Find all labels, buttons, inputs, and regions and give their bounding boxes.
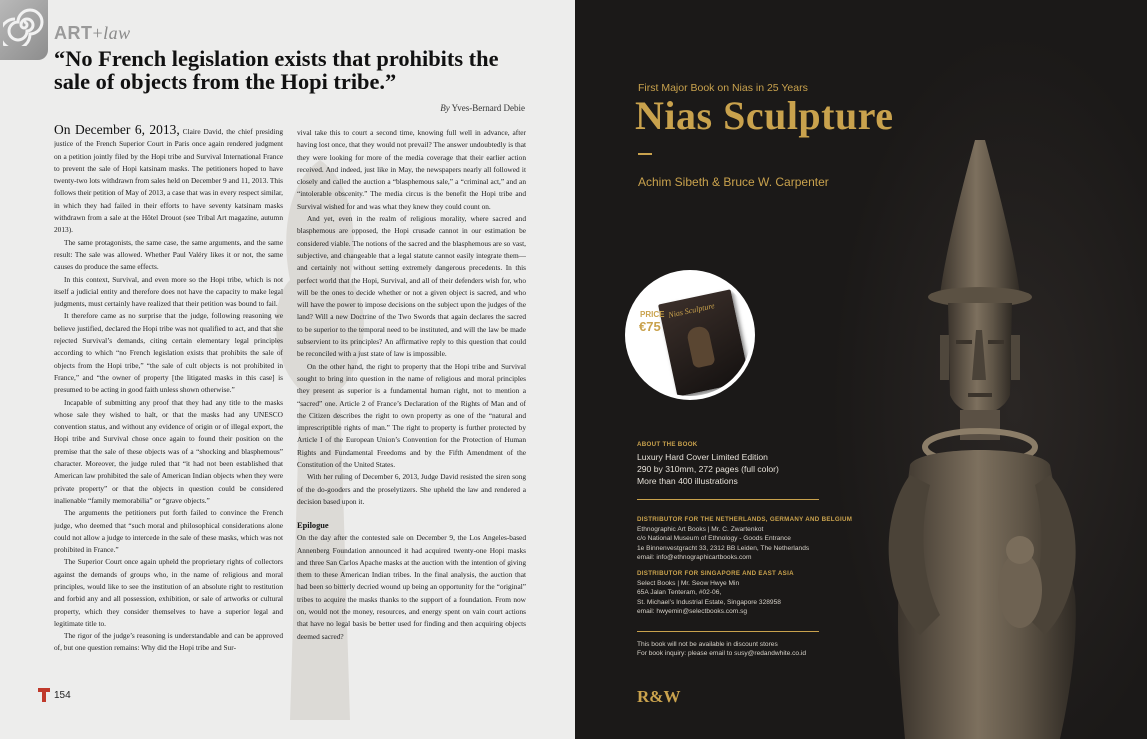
- article-paragraph: The rigor of the judge’s reasoning is understandable and can be approved of, but one question remains: Why did the Hopi tribe and Sur-: [54, 631, 283, 653]
- price-label: PRICE: [640, 310, 665, 319]
- article-paragraph: The arguments the petitioners put forth failed to convince the French judge, who deemed that “such moral and philosophical considerations alone could not allow a judge to intercede in the sale of these masks, which was not prohibited in France.”: [54, 508, 283, 555]
- distributor-singapore: [637, 570, 794, 617]
- ad-note: This book will not be available in discount stores: [637, 641, 778, 648]
- article-headline: “No French legislation exists that prohibits the sale of objects from the Hopi tribe.”: [54, 46, 499, 94]
- section-divider: [637, 631, 819, 632]
- article-paragraph: It therefore came as no surprise that the judge, following reasoning we believe justified, declared the Hopi tribe was not qualified to act, and that she rejected Survival’s demands, citing certain elementary legal principles according to which “no French legislation exists that prohibits the sale of objects from the Hopi tribe,” “the sale of cult objects is not prohibited in France,” and “the owner of property [the litigated masks in this case] is presumed to be acting in good faith unless shown otherwise.”: [54, 311, 283, 395]
- byline-author: Yves-Bernard Debie: [451, 103, 525, 113]
- book-advertisement: [575, 0, 1147, 739]
- about-book: [637, 441, 779, 488]
- epilogue-heading: Epilogue: [297, 521, 329, 531]
- page-number: 154: [54, 689, 71, 701]
- about-line: Luxury Hard Cover Limited Edition: [637, 452, 768, 462]
- ad-note: For book inquiry: please email to susy@redandwhite.co.id: [637, 650, 807, 658]
- distributor-line: St. Michael’s Industrial Estate, Singapore 328958: [637, 598, 781, 606]
- ad-kicker: First Major Book on Nias in 25 Years: [638, 82, 808, 94]
- about-heading: ABOUT THE BOOK: [637, 441, 698, 448]
- section-label-law: law: [103, 23, 131, 43]
- distributor-line: 65A Jalan Tenteram, #02-06,: [637, 589, 722, 597]
- epilogue-paragraph: On the day after the contested sale on December 9, the Los Angeles-based Annenberg Foundation announced it had acquired twenty-one Hopi masks and three San Carlos Apache masks at the auction with the intention of giving them to these American Indian tribes. In the final analysis, the auction that had been so bitterly decried wound up being an opportunity for the “original” tribes to acquire the masks thanks to the support of a foundation. From now on, would not the money, resources, and energy spent on vain court actions that have no legal basis be better used for finding and then acquiring objects deemed sacred?: [297, 533, 526, 641]
- page-folio: [38, 688, 71, 702]
- article-column-left: [54, 124, 283, 684]
- spiral-icon: [3, 4, 45, 46]
- distributor-heading: DISTRIBUTOR FOR THE NETHERLANDS, GERMANY AND BELGIUM: [637, 516, 853, 523]
- article-lead-text: Claire David, the chief presiding justice of the French Superior Court in Paris once again rendered judgment on a petition jointly filed by the Hopi tribe and Survival International France to prevent the sale of Hopi katsinam masks. The petitioners hoped to have twenty-two lots withdrawn from sales held on December 9 and 11, 2013. This follows their petition of May of 2013, a case that was in every respect similar, in which they had failed in their efforts to have seventy katsinam masks withdrawn from a sale at the Hôtel Drouot (see Tribal Art magazine, autumn 2013).: [54, 127, 283, 235]
- distributor-heading: DISTRIBUTOR FOR SINGAPORE AND EAST ASIA: [637, 570, 794, 577]
- distributor-line: 1e Binnenvestgracht 33, 2312 BB Leiden, The Netherlands: [637, 544, 810, 552]
- book-cover-image: [658, 289, 750, 396]
- folio-t-icon: [38, 688, 50, 702]
- distributor-line: Ethnographic Art Books | Mr. C. Zwartenkot: [637, 526, 764, 533]
- title-divider: [638, 153, 652, 155]
- article-column-right: [297, 127, 526, 687]
- price-value: €75: [639, 319, 661, 334]
- ad-notes: [637, 640, 806, 659]
- article-lead-in: On December 6, 2013,: [54, 124, 180, 137]
- article-paragraph: [54, 124, 283, 237]
- price-badge: [625, 270, 755, 400]
- article-paragraph: With her ruling of December 6, 2013, Judge David resisted the siren song of the do-gooders and the proselytizers. She upheld the law and rendered a decision based upon it.: [297, 472, 526, 506]
- article-paragraph: The same protagonists, the same case, the same arguments, and the same result: The sale was allowed. Whether Paul Valéry likes it or not, the same causes do produce the same effects.: [54, 237, 283, 272]
- article-paragraph: vival take this to court a second time, knowing full well in advance, after having lost once, that they would not prevail? The answer undoubtedly is that they were looking for more of the media coverage that their earlier action received. And indeed, just like in May, the newspapers nearly all followed it closely and called the auction a “blasphemous sale,” a “criminal act,” and an “intolerable obscenity.” The media circus is the benefit the Hopi tribe and Survival wished for and was what they knew they could count on.: [297, 128, 526, 211]
- article-paragraph: The Superior Court once again upheld the proprietary rights of collectors against the demands of groups who, in the name of religious and moral principles, would like to see the institution of an absolute right to restitution and forbid any and all possession, exhibition, or sale of artworks or cultural property, which they consider themselves to have a superior legal and legitimate title to.: [54, 557, 283, 628]
- distributor-email: email: hwyemin@selectbooks.com.sg: [637, 608, 748, 616]
- article-paragraph: On the other hand, the right to property that the Hopi tribe and Survival sought to bring into question in the name of religious and moral principles they present as superior is a fundamental human right, not to mention a “sacred” one. Article 2 of France’s Declaration of the Rights of Man and of the Citizen describes the right to own property as one of the “natural and imprescriptible rights of man.” The right to property is further protected by Article I of the European Union’s Convention for the Protection of Human Rights and Fundamental Freedoms and by the Fifth Amendment of the Constitution of the United States.: [297, 361, 526, 470]
- article-paragraph: Incapable of submitting any proof that they had any title to the masks whose sale they wished to halt, or that the masks had any UNESCO convention status, and without any evidence of origin or of illegal export, the Hopi tribe and Survival chose once again to found their position on the premise that the sale of these objects was of a “shocking and blasphemous” character. Moreover, the judge ruled that “it had not been established that American law prohibited the sale of American Indian objects when they were private property” or that the objects in question could be considered inalienable “family memorabilia” or “grave objects.”: [54, 397, 283, 505]
- distributor-line: Select Books | Mr. Seow Hwye Min: [637, 580, 740, 587]
- book-cover-title: Nias Sculpture: [667, 301, 716, 320]
- book-authors: Achim Sibeth & Bruce W. Carpenter: [638, 175, 829, 189]
- mask-face-icon: [686, 325, 716, 369]
- magazine-logo: [0, 0, 48, 60]
- nias-statue-image: [860, 135, 1140, 739]
- distributor-email: email: info@ethnographicartbooks.com: [637, 554, 752, 562]
- article-byline: [440, 103, 525, 113]
- article-paragraph: And yet, even in the realm of religious morality, where sacred and blasphemous are opposed, the Hopi crusade cannot in our estimation be considered viable. The notions of the sacred and the blasphemous are so vast, subjective, and changeable that a legal statute cannot easily integrate them—and certainly not without setting extremely dangerous precedents. In this perfect world that the Hopi, Survival, and all of their defenders wish for, who will be the ones to decide whether or not a given object is sacred, and who will have the power to impose decisions on the subject upon the judges of the land? Will a new Doctrine of the Two Swords that again declares the sacred to be superior to the temporal need to be instituted, and will the law be made subservient to its principles? An affirmative reply to this question that could be reconciled with a just state of law is impossible.: [297, 214, 526, 359]
- book-title: Nias Sculpture: [635, 93, 894, 138]
- about-line: More than 400 illustrations: [637, 476, 738, 487]
- price-badge-inner: [629, 274, 751, 396]
- byline-prefix: By: [440, 103, 450, 113]
- section-label-art: ART: [54, 23, 93, 43]
- distributor-line: c/o National Museum of Ethnology - Goods Entrance: [637, 535, 791, 543]
- about-line: 290 by 310mm, 272 pages (full color): [637, 464, 779, 475]
- distributor-netherlands: [637, 516, 852, 563]
- article-paragraph: In this context, Survival, and even more so the Hopi tribe, which is not itself a judicial entity and therefore does not have the capacity to make legal judgments, must certainly have realized that their petition was bound to fail.: [54, 274, 283, 309]
- section-label: [54, 23, 131, 44]
- section-label-plus: +: [92, 23, 104, 43]
- publisher-logo: R&W: [637, 687, 681, 706]
- section-divider: [637, 499, 819, 500]
